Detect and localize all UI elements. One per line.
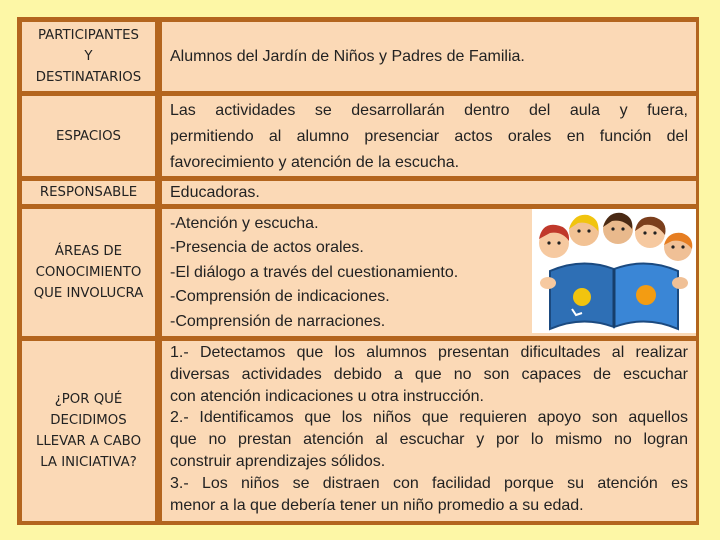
value-line: -Comprensión de narraciones. xyxy=(170,312,386,330)
label-participantes xyxy=(22,22,155,91)
label-line: CONOCIMIENTO xyxy=(35,265,142,280)
label-line: LA INICIATIVA? xyxy=(40,455,137,470)
value-line: diversas actividades debido a que no son capaces de escuchar xyxy=(170,365,688,383)
label-line: RESPONSABLE xyxy=(39,185,138,200)
value-line: Alumnos del Jardín de Niños y Padres de Familia. xyxy=(170,48,525,65)
label-line: PARTICIPANTES xyxy=(38,28,139,43)
value-por-que xyxy=(162,341,696,521)
label-line: Y xyxy=(84,49,93,64)
value-line: -Comprensión de indicaciones. xyxy=(170,288,390,306)
value-line: que no prestan atención al escuchar y por lo mismo no logran xyxy=(170,431,688,449)
children-reading-book-illustration-icon xyxy=(532,209,696,333)
value-line: 2.- Identificamos que los niños que requieren apoyo son aquellos xyxy=(170,409,688,427)
value-line: permitiendo al alumno presenciar actos orales en función del xyxy=(170,128,688,145)
value-responsable xyxy=(162,181,696,204)
value-line: Las actividades se desarrollarán dentro del aula y fuera, xyxy=(170,102,688,119)
label-line: DESTINATARIOS xyxy=(35,70,142,85)
value-line: Educadoras. xyxy=(170,184,260,201)
label-line: ESPACIOS xyxy=(56,128,121,144)
label-line: LLEVAR A CABO xyxy=(35,434,142,449)
label-areas xyxy=(22,209,155,336)
label-line: QUE INVOLUCRA xyxy=(33,286,144,301)
value-line: construir aprendizajes sólidos. xyxy=(170,452,386,470)
value-line: con atención indicaciones u otra instrucción. xyxy=(170,387,484,405)
label-responsable xyxy=(22,181,155,204)
value-areas xyxy=(162,209,696,336)
label-line: DECIDIMOS xyxy=(50,413,127,428)
label-por-que xyxy=(22,341,155,521)
value-line: 3.- Los niños se distraen con facilidad porque su atención es xyxy=(170,474,688,492)
value-participantes xyxy=(162,22,696,91)
value-line: -El diálogo a través del cuestionamiento. xyxy=(170,263,459,281)
value-line: favorecimiento y atención de la escucha. xyxy=(170,154,460,171)
value-line: menor a la que debería tener un niño promedio a su edad. xyxy=(170,496,584,514)
label-line: ¿POR QUÉ xyxy=(54,392,123,407)
value-espacios xyxy=(162,96,696,176)
label-line: ÁREAS DE xyxy=(54,244,123,259)
label-espacios xyxy=(22,96,155,176)
value-line: -Atención y escucha. xyxy=(170,215,319,232)
value-line: -Presencia de actos orales. xyxy=(170,239,364,257)
value-line: 1.- Detectamos que los alumnos presentan dificultades al realizar xyxy=(170,344,688,361)
